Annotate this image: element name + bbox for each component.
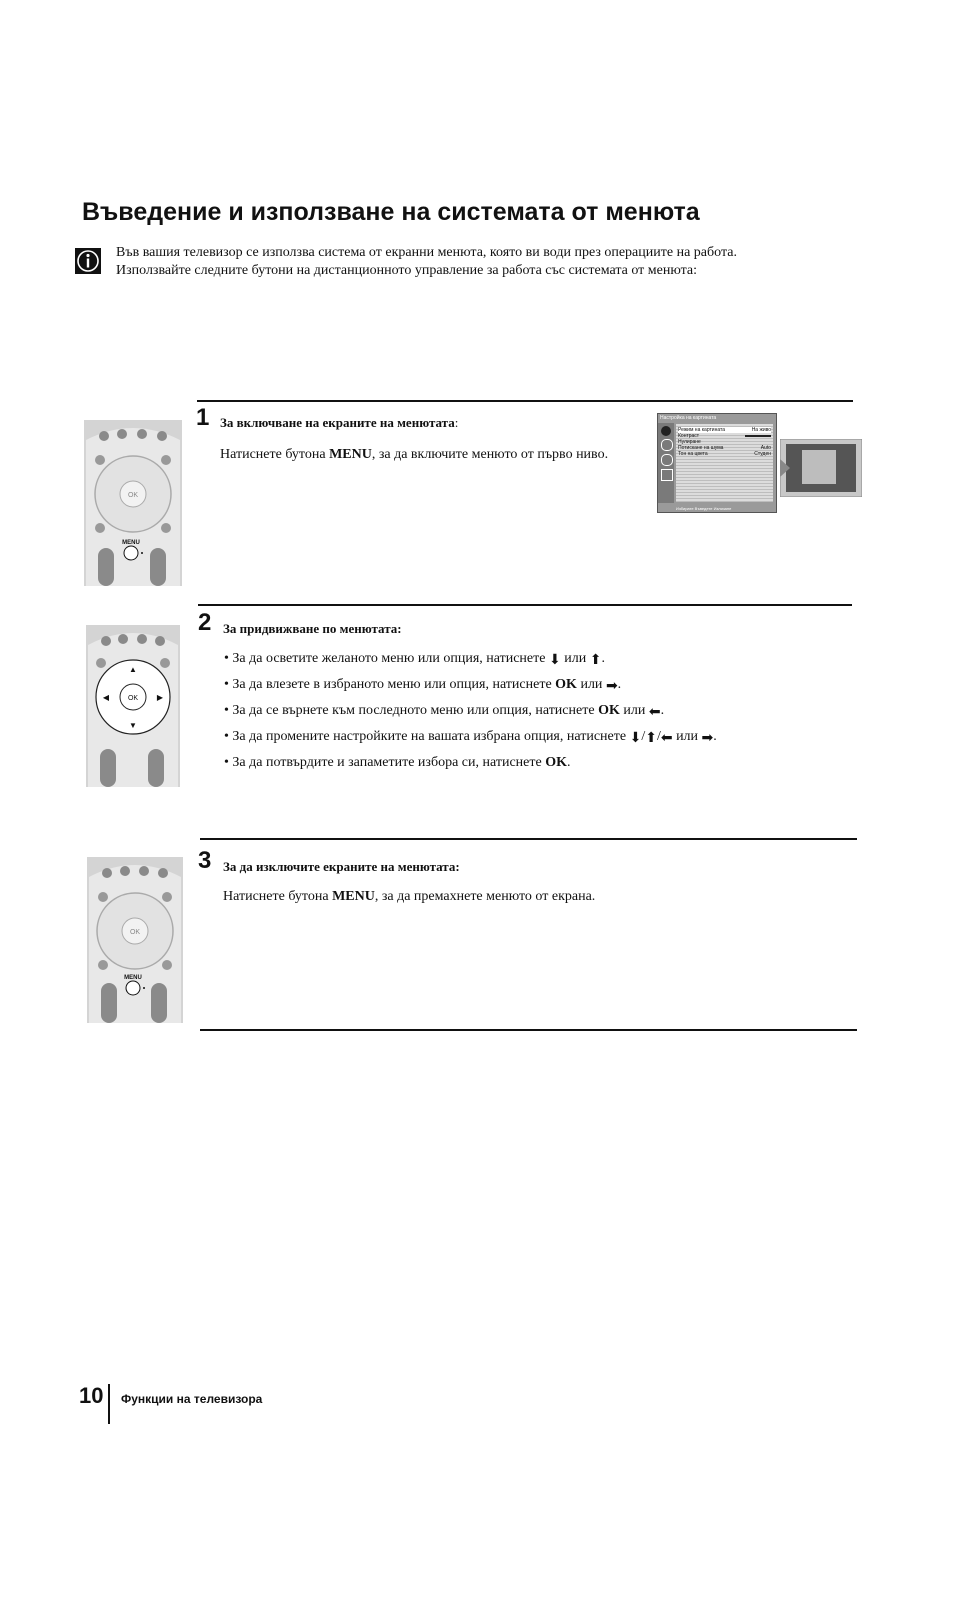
down-arrow-icon: ▼ — [129, 721, 137, 730]
tv-menu-row: Режим на картината На живо — [678, 427, 771, 433]
intro-line-1: Във вашия телевизор се използва система от екранни менюта, която ви води през операциите на работа. — [116, 245, 737, 260]
step1-heading: За включване на екраните на менютата: — [220, 415, 459, 430]
tv-menu-title: Настройка на картината — [660, 415, 717, 421]
tv-menu-row: Потискане на шума Auto — [678, 445, 771, 451]
page-title: Въведение и използване на системата от менюта — [82, 198, 700, 226]
ok-label: OK — [129, 929, 141, 936]
page-number: 10 — [79, 1383, 104, 1408]
right-arrow-icon: ➡ — [701, 731, 714, 746]
picture-icon — [661, 426, 671, 436]
up-arrow-icon: ⬆ — [589, 653, 602, 668]
bottom-rule — [200, 1029, 857, 1031]
step2-heading: За придвижване по менютата: — [223, 621, 402, 636]
tv-menu-sidebar — [658, 423, 674, 503]
left-arrow-icon: ⬅ — [660, 731, 673, 746]
step2-bullet-list — [224, 651, 717, 781]
tv-set-icon — [780, 439, 862, 497]
remote-control-image-2 — [86, 625, 180, 787]
remote-control-image-3 — [87, 857, 183, 1023]
intro-text — [116, 244, 876, 280]
down-arrow-icon: ⬇ — [548, 653, 561, 668]
ok-label: OK — [127, 695, 139, 702]
list-item: • За да потвърдите и запаметите избора си, натиснете OK. — [224, 755, 571, 770]
contrast-slider — [745, 435, 771, 437]
left-arrow-icon: ◀ — [102, 693, 110, 702]
tv-menu-row: Нулиране — [678, 439, 701, 445]
ok-label: OK — [127, 492, 139, 499]
menu-label: MENU — [122, 540, 140, 546]
list-item: • За да промените настройките на вашата избрана опция, натиснете ⬇/⬆/⬅ или ➡. — [224, 729, 717, 746]
remote-control-image-1 — [84, 420, 182, 586]
step3-number: 3 — [198, 847, 212, 874]
step2-number: 2 — [198, 609, 212, 636]
right-arrow-icon: ➡ — [605, 679, 618, 694]
footer-divider — [108, 1384, 110, 1424]
left-arrow-icon: ⬅ — [648, 705, 661, 720]
step1-number: 1 — [196, 404, 210, 431]
tv-menu-row: Тон на цвета Студен — [678, 451, 771, 457]
list-item: • За да влезете в избраното меню или опция, натиснете OK или ➡. — [224, 677, 622, 694]
setup-icon — [661, 469, 673, 481]
tv-menu-row: Контраст — [678, 433, 771, 439]
step1-text: Натиснете бутона MENU, за да включите менюто от първо ниво. — [220, 447, 609, 462]
step2-rule — [198, 604, 852, 606]
down-arrow-icon: ⬇ — [629, 731, 642, 746]
up-arrow-icon: ⬆ — [645, 731, 657, 746]
step3-rule — [200, 838, 857, 840]
intro-line-2: Използвайте следните бутони на дистанционното управление за работа със системата от менюта: — [116, 263, 697, 278]
footer-section-title: Функции на телевизора — [121, 1392, 263, 1406]
step3-heading: За да изключите екраните на менютата: — [223, 859, 460, 874]
tv-menu-footer: Избирате Въведете Излизане — [676, 506, 732, 511]
info-icon — [75, 248, 101, 274]
up-arrow-icon: ▲ — [129, 665, 137, 674]
step1-rule — [197, 400, 853, 402]
right-arrow-icon: ▶ — [156, 693, 164, 702]
tv-menu-panel — [676, 424, 773, 502]
menu-label: MENU — [124, 975, 142, 981]
tv-menu-screenshot — [657, 413, 777, 513]
features-icon — [661, 454, 673, 466]
sound-icon — [661, 439, 673, 451]
step3-text: Натиснете бутона MENU, за да премахнете менюто от екрана. — [223, 889, 596, 904]
list-item: • За да се върнете към последното меню или опция, натиснете OK или ⬅. — [224, 703, 665, 720]
list-item: • За да осветите желаното меню или опция, натиснете ⬇ или ⬆. — [224, 651, 605, 668]
